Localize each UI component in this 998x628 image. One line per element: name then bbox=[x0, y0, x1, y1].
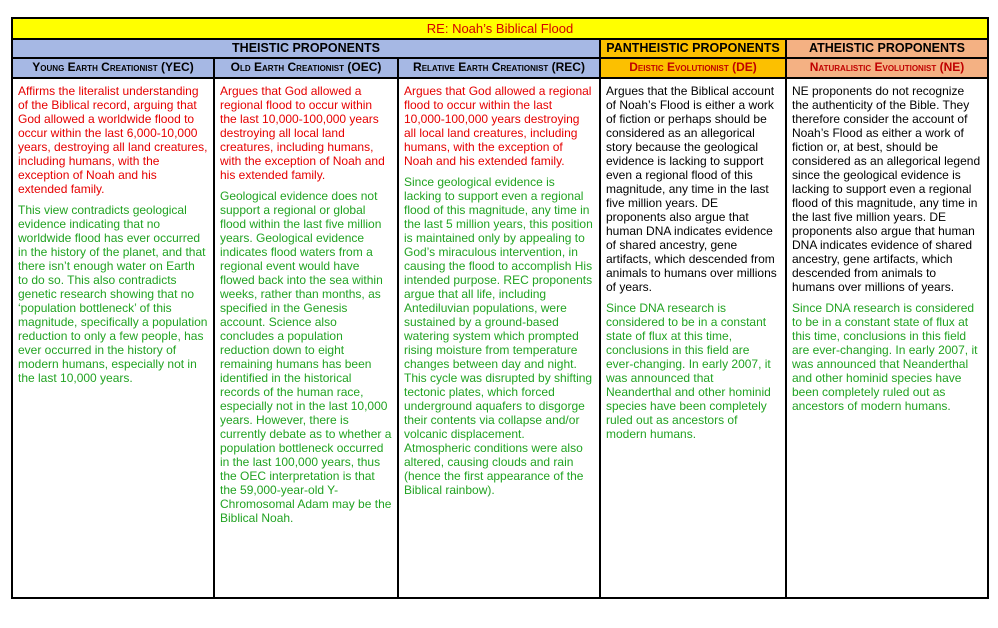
column-body-de bbox=[600, 78, 786, 598]
column-header-de: Deistic Evolutionist (DE) bbox=[600, 58, 786, 78]
ne-evidence-text: Since DNA research is considered to be in a constant state of flux at this time, conclusions in this field are ever-changing. In early 2007, it was announced that Neanderthal and other hominid species have been completely ruled out as ancestors of modern humans. bbox=[792, 301, 978, 413]
comparison-chart bbox=[11, 17, 987, 599]
column-body-rec bbox=[398, 78, 600, 598]
flood-views-table bbox=[11, 17, 989, 599]
rec-evidence-text: Since geological evidence is lacking to support even a regional flood of this magnitude, any time in the last 5 million years, this position is maintained only by appealing to God’s miraculous intervention, in causing the flood to accomplish His intended purpose. REC proponents argue that all life, including Antediluvian populations, were sustained by a ground-based watering system which prompted rising moisture from temperature changes between day and night. This cycle was disrupted by shifting tectonic plates, which forced underground aquafers to disgorge their contents via collapse and/or volcanic displacement. Atmospheric conditions were also altered, causing clouds and rain (hence the first appearance of the Biblical rainbow). bbox=[404, 175, 593, 497]
column-body-yec bbox=[12, 78, 214, 598]
group-header-theistic: THEISTIC PROPONENTS bbox=[12, 39, 600, 58]
de-evidence-text: Since DNA research is considered to be in a constant state of flux at this time, conclusions in this field are ever-changing. In early 2007, it was announced that Neanderthal and other hominid species have been completely ruled out as ancestors of modern humans. bbox=[606, 301, 771, 441]
ne-position-text: NE proponents do not recognize the authenticity of the Bible. They therefore consider the account of Noah’s Flood as either a work of fiction or, at best, should be considered as an allegorical legend since the geological evidence is lacking to support even a regional flood of this magnitude, any time in the last five million years. DE proponents also argue that human DNA indicates evidence of shared ancestry, gene artifacts, which descended from animals to humans over millions of years. bbox=[792, 84, 981, 294]
column-body-oec bbox=[214, 78, 398, 598]
group-header-pantheistic: PANTHEISTIC PROPONENTS bbox=[600, 39, 786, 58]
column-header-rec: Relative Earth Creationist (REC) bbox=[398, 58, 600, 78]
rec-position-text: Argues that God allowed a regional flood to occur within the last 10,000-100,000 years destroying all local land creatures, including humans, with the exception of Noah and his extended family. bbox=[404, 84, 592, 168]
column-header-ne: Naturalistic Evolutionist (NE) bbox=[786, 58, 988, 78]
yec-evidence-text: This view contradicts geological evidence indicating that no worldwide flood has ever occurred in the history of the planet, and that there isn’t enough water on Earth to do so. This also contradicts genetic research showing that no ‘population bottleneck’ of this magnitude, specifically a population reduction to only a few people, has ever occurred in the history of modern humans, especially not in the last 10,000 years. bbox=[18, 203, 208, 385]
column-body-ne bbox=[786, 78, 988, 598]
table-title: RE: Noah’s Biblical Flood bbox=[12, 18, 988, 39]
de-position-text: Argues that the Biblical account of Noah’s Flood is either a work of fiction or perhaps should be considered as an allegorical story because the geological evidence is lacking to support even a regional flood of this magnitude, any time in the last five million years. DE proponents also argue that human DNA indicates evidence of shared ancestry, gene artifacts, which descended from animals to humans over millions of years. bbox=[606, 84, 777, 294]
yec-position-text: Affirms the literalist understanding of the Biblical record, arguing that God allowed a worldwide flood to occur within the last 6,000-10,000 years, destroying all land creatures, including humans, with the exception of Noah and his extended family. bbox=[18, 84, 208, 196]
oec-position-text: Argues that God allowed a regional flood to occur within the last 10,000-100,000 years destroying all local land creatures, including humans, with the exception of Noah and his extended family. bbox=[220, 84, 385, 182]
group-header-atheistic: ATHEISTIC PROPONENTS bbox=[786, 39, 988, 58]
oec-evidence-text: Geological evidence does not support a regional or global flood within the last five million years. Geological evidence indicates flood waters from a regional event would have flowed back into the sea within weeks, rather than months, as specified in the Genesis account. Science also concludes a population reduction down to eight remaining humans has been identified in the historical records of the human race, especially not in the last 10,000 years. However, there is currently debate as to whether a population bottleneck occurred in the last 100,000 years, thus the OEC interpretation is that the 59,000-year-old Y-Chromosomal Adam may be the Biblical Noah. bbox=[220, 189, 392, 525]
column-header-yec: Young Earth Creationist (YEC) bbox=[12, 58, 214, 78]
column-header-oec: Old Earth Creationist (OEC) bbox=[214, 58, 398, 78]
